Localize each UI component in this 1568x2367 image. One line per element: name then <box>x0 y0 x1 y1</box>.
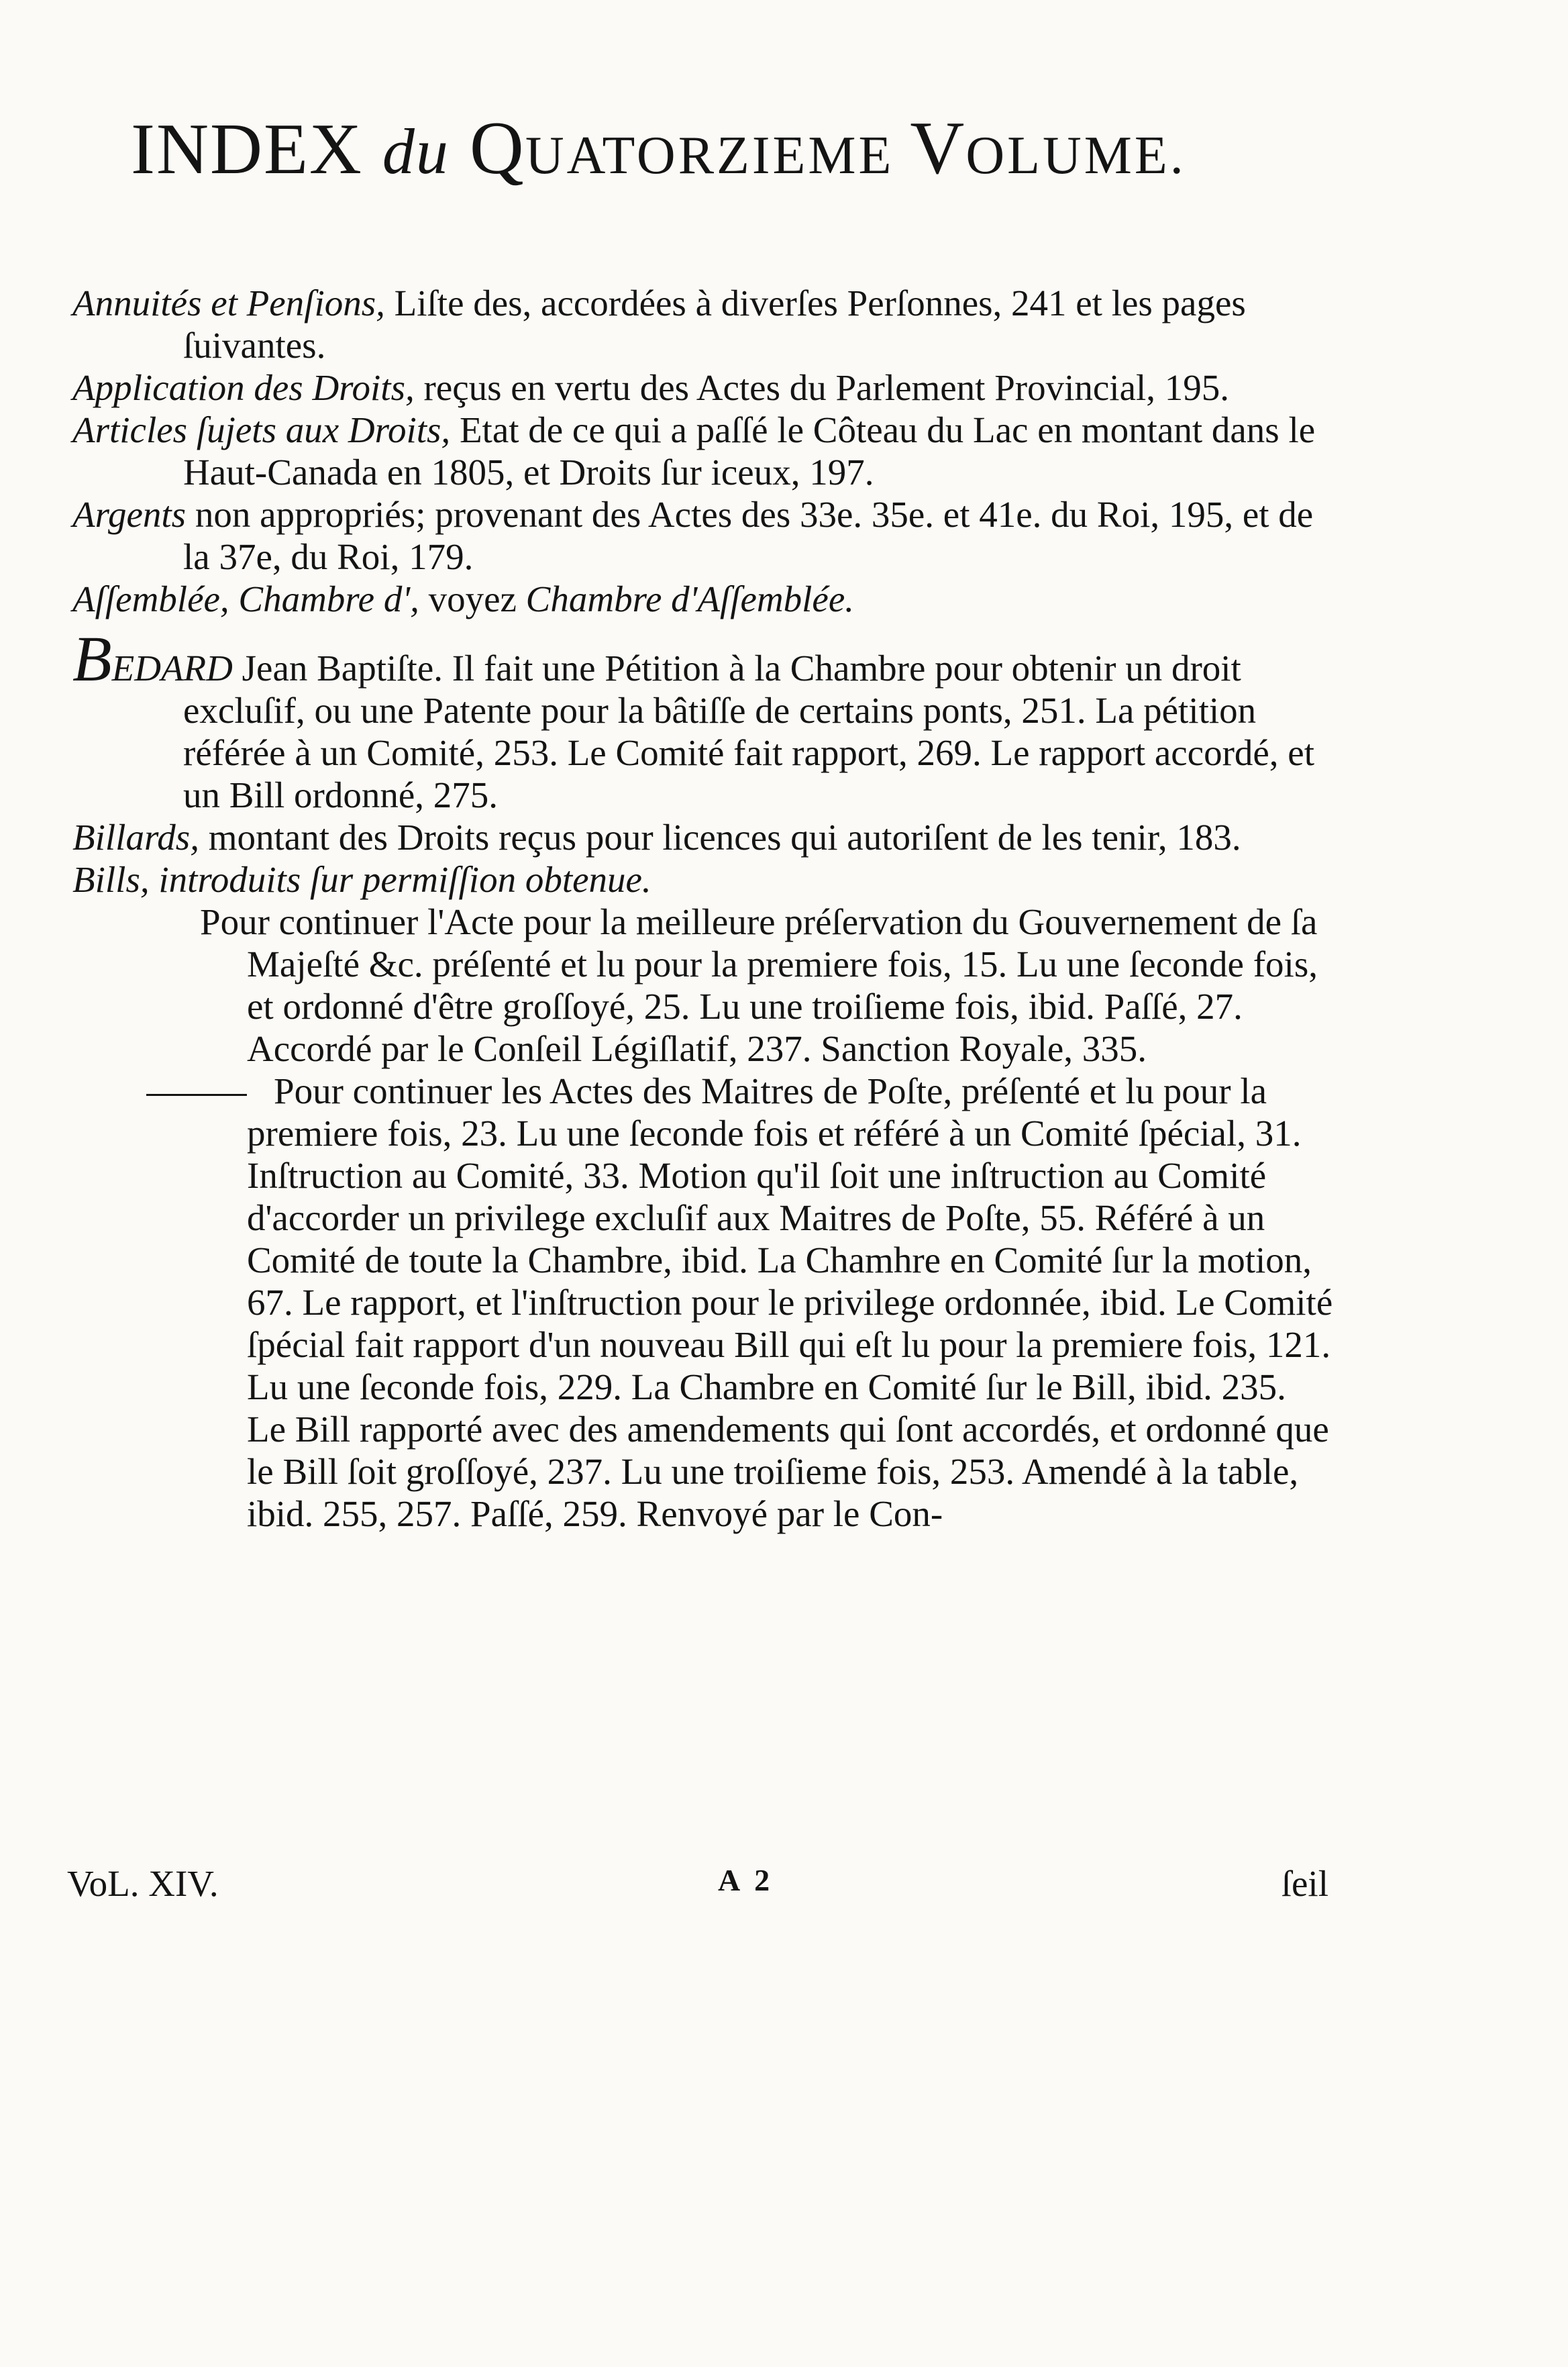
entry-head: Application des Droits, <box>72 367 415 408</box>
index-entry-articles <box>72 409 1334 493</box>
index-entry-billards <box>72 816 1334 858</box>
title-v: V <box>910 107 966 190</box>
page-title <box>131 107 1339 190</box>
sheet-signature: A 2 <box>718 1863 774 1897</box>
index-entry-argents <box>72 493 1334 578</box>
entry-head: Billards, <box>72 817 199 858</box>
subentry-text: Pour continuer les Actes des Maitres de Poſte, préſenté et lu pour la premiere fois, 23. Lu une ſeconde fois et référé à un Comité ſpécial, 31. Inſtruction au Comité, 33. Motion qu'il ſoit une inſtruction au Comité d'accorder un privilege excluſif aux Maitres de Poſte, 55. Référé à un Comité de toute la Chambre, ibid. La Chamhre en Comité ſur la motion, 67. Le rapport, et l'inſtruction pour le privilege ordonnée, ibid. Le Comité ſpécial fait rapport d'un nouveau Bill qui eſt lu pour la premiere fois, 121. Lu une ſeconde fois, 229. La Chambre en Comité ſur le Bill, ibid. 235. Le Bill rapporté avec des amendements qui ſont accordés, et ordonné que le Bill ſoit groſſoyé, 237. Lu une troiſieme fois, 253. Amendé à la table, ibid. 255, 257. Paſſé, 259. Renvoyé par le Con- <box>247 1070 1333 1534</box>
em-dash-rule <box>146 1094 247 1096</box>
entry-text: Jean Baptiſte. Il fait une Pétition à la Chambre pour obtenir un droit excluſif, ou une Patente pour la bâtiſſe de certains ponts, 251. La pétition référée à un Comité, 253. Le Comité fait rapport, 269. Le rapport accordé, et un Bill ordonné, 275. <box>183 648 1314 815</box>
drop-initial: B <box>72 623 112 695</box>
index-entry-assemblee <box>72 578 1334 620</box>
entry-text: reçus en vertu des Actes du Parlement Provincial, 195. <box>414 367 1230 408</box>
entry-text: voyez <box>419 578 526 619</box>
title-du: du <box>382 115 450 187</box>
bills-subentry <box>72 1070 1334 1535</box>
entry-head: EDARD <box>111 648 233 689</box>
entry-head: Articles ſujets aux Droits, <box>72 409 451 450</box>
entry-head: Argents <box>72 494 187 535</box>
subentry-text: Pour continuer l'Acte pour la meilleure préſervation du Gouvernement de ſa Majeſté &c. préſenté et lu pour la premiere fois, 15. Lu une ſeconde fois, et ordonné d'être groſſoyé, 25. Lu une troiſieme fois, ibid. Paſſé, 27. Accordé par le Conſeil Légiſlatif, 237. Sanction Royale, 335. <box>200 901 1318 1069</box>
entry-xref: Chambre d'Aſſemblée. <box>525 578 855 619</box>
entry-text: non appropriés; provenant des Actes des 33e. 35e. et 41e. du Roi, 195, et de la 37e, du Roi, 179. <box>183 494 1314 577</box>
index-entry-bills <box>72 858 1334 901</box>
index-entry-annuites <box>72 282 1334 366</box>
entry-head: Aſſemblée, Chambre d', <box>72 578 419 619</box>
entry-head: Bills, introduits ſur permiſſion obtenue. <box>72 859 651 900</box>
catchword: ſeil <box>1281 1863 1328 1904</box>
entry-text: montant des Droits reçus pour licences qui autoriſent de les tenir, 183. <box>199 817 1241 858</box>
entry-text: Liſte des, accordées à diverſes Perſonnes, 241 et les pages ſuivantes. <box>183 283 1246 366</box>
page-footer <box>67 1862 1328 1909</box>
volume-signature: VoL. XIV. <box>67 1863 219 1904</box>
title-index: INDEX <box>131 109 382 189</box>
entry-text: Etat de ce qui a paſſé le Côteau du Lac en montant dans le Haut-Canada en 1805, et Droits ſur iceux, 197. <box>183 409 1316 493</box>
index-entry-application <box>72 366 1334 409</box>
bills-subentry <box>72 901 1334 1070</box>
index-entry-bedard <box>72 623 1334 816</box>
title-q: Q <box>449 107 525 190</box>
title-volume: OLUME. <box>965 126 1186 185</box>
title-quatorzieme: UATORZIEME <box>525 126 910 185</box>
entry-head: Annuités et Penſions, <box>72 283 385 323</box>
index-entries <box>72 282 1334 1535</box>
